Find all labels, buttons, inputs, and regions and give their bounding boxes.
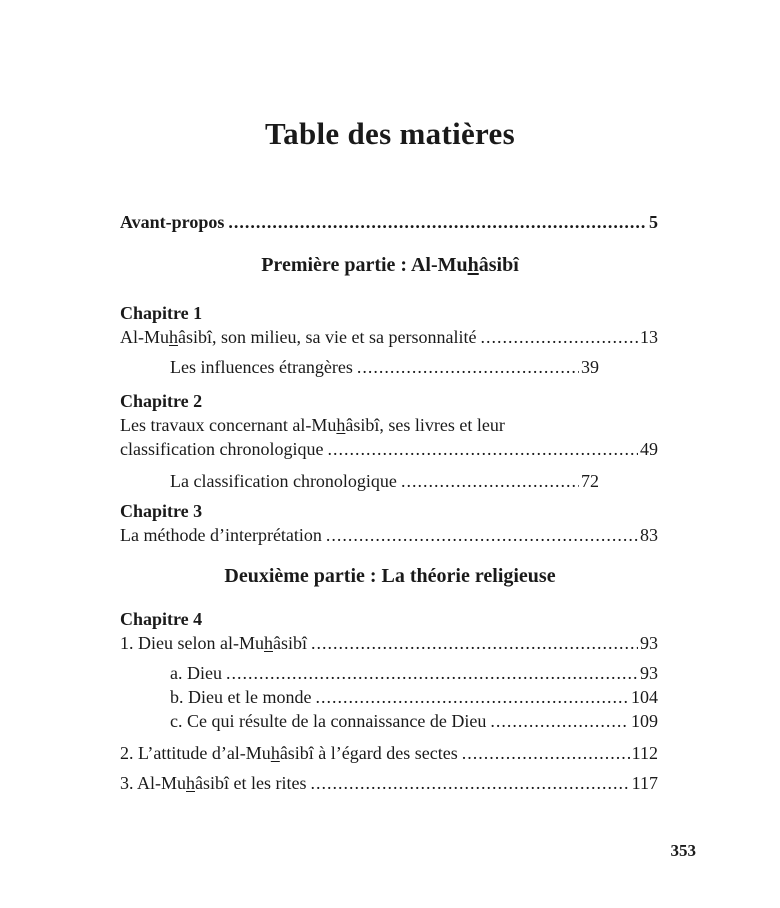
chapter-title: Chapitre 1 — [120, 303, 203, 323]
toc-subentry — [120, 355, 599, 379]
toc-entry — [120, 437, 658, 461]
toc-entry-label: a. Dieu — [170, 663, 222, 683]
toc-section-front — [120, 210, 658, 234]
toc-chapter-1 — [120, 301, 658, 379]
toc-entry-label: 3. Al-Muhâsibî et les rites — [120, 773, 307, 793]
toc-page-number: 93 — [640, 633, 658, 653]
toc-page-number: 72 — [581, 471, 599, 491]
leader-dots — [226, 661, 638, 685]
toc-chapter-3 — [120, 499, 658, 547]
page-number: 353 — [670, 841, 696, 860]
toc-page-number: 83 — [640, 525, 658, 545]
toc-entry-label: Les influences étrangères — [170, 357, 353, 377]
page-title: Table des matières — [265, 116, 515, 151]
part-heading-text-end: âsibî — [478, 254, 519, 276]
leader-dots — [327, 437, 638, 461]
part-heading-1 — [0, 254, 780, 277]
toc-subentry — [120, 469, 599, 493]
toc-entry — [120, 771, 658, 795]
toc-entry-label: Avant-propos — [120, 212, 225, 232]
part-heading-underlined: h — [467, 254, 479, 276]
leader-dots — [228, 210, 647, 234]
toc-entry-avant-propos — [120, 210, 658, 234]
chapter-title: Chapitre 3 — [120, 501, 203, 521]
toc-entry — [120, 523, 658, 547]
toc-chapter-2 — [120, 389, 658, 493]
leader-dots — [357, 355, 579, 379]
leader-dots — [480, 325, 638, 349]
chapter-title: Chapitre 2 — [120, 391, 203, 411]
toc-page-number: 13 — [640, 327, 658, 347]
toc-entry-label-line1: Les travaux concernant al-Muhâsibî, ses livres et leur — [120, 415, 505, 435]
toc-entry — [120, 325, 658, 349]
chapter-title: Chapitre 4 — [120, 609, 203, 629]
toc-entry-label: La méthode d’interprétation — [120, 525, 322, 545]
toc-entry-label: 2. L’attitude d’al-Muhâsibî à l’égard des sectes — [120, 743, 458, 763]
toc-entry-label: c. Ce qui résulte de la connaissance de Dieu — [170, 711, 487, 731]
toc-page-number: 109 — [631, 711, 658, 731]
toc-entry — [120, 741, 658, 765]
toc-subentry — [120, 661, 658, 685]
toc-page-number: 5 — [649, 212, 658, 232]
leader-dots — [311, 771, 630, 795]
leader-dots — [315, 685, 629, 709]
toc-entry-label: 1. Dieu selon al-Muhâsibî — [120, 633, 307, 653]
leader-dots — [490, 709, 629, 733]
toc-page-number: 104 — [631, 687, 658, 707]
toc-page-number: 93 — [640, 663, 658, 683]
toc-page-number: 112 — [631, 743, 658, 763]
part-heading-text: Première partie : Al-Mu — [261, 254, 468, 276]
leader-dots — [401, 469, 579, 493]
toc-entry-label: classification chronologique — [120, 439, 324, 459]
toc-page-number: 49 — [640, 439, 658, 459]
toc-entry-label: Al-Muhâsibî, son milieu, sa vie et sa personnalité — [120, 327, 477, 347]
toc-entry-label: b. Dieu et le monde — [170, 687, 312, 707]
toc-page-number: 117 — [631, 773, 658, 793]
toc-subentry — [120, 709, 658, 733]
toc-subentry — [120, 685, 658, 709]
leader-dots — [311, 631, 638, 655]
part-heading-2: Deuxième partie : La théorie religieuse — [224, 565, 556, 587]
toc-entry-label: La classification chronologique — [170, 471, 397, 491]
toc-page-number: 39 — [581, 357, 599, 377]
leader-dots — [462, 741, 630, 765]
toc-entry — [120, 631, 658, 655]
toc-chapter-4 — [120, 607, 658, 795]
leader-dots — [326, 523, 638, 547]
